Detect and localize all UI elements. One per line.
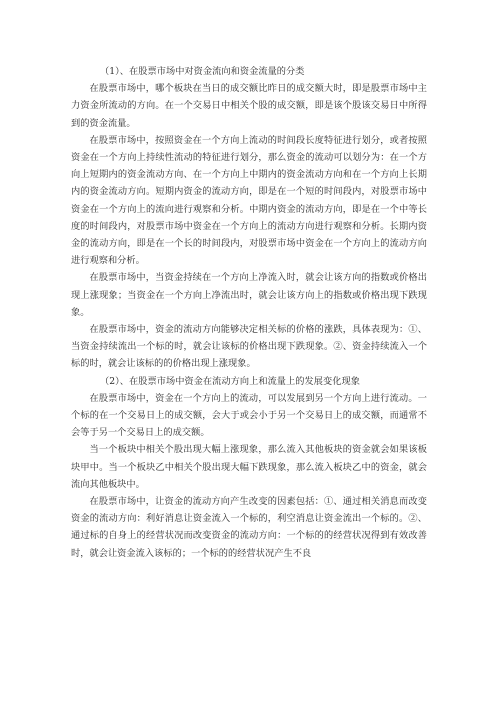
body-paragraph: 在股票市场中，当资金持续在一个方向上净流入时，就会让该方向的指数或价格出现上涨现象；当资金在一个方向上净流出时，就会让该方向上的指数或价格出现下跌现象。 <box>71 272 427 318</box>
document-body <box>71 63 427 562</box>
body-paragraph: 在股票市场中，让资金的流动方向产生改变的因素包括：①、通过相关消息而改变资金的流动方向：利好消息让资金流入一个标的，利空消息让资金流出一个标的。②、通过标的自身上的经营状况而改变资金的流动方向：一个标的的经营状况得到有效改善时，就会让资金流入该标的；一个标的的经营状况产生不良 <box>71 496 427 559</box>
body-paragraph: 在股票市场中，资金在一个方向上的流动，可以发展到另一个方向上进行流动。一个标的在一个交易日上的成交额，会大于或会小于另一个交易日上的成交额，而通常不会等于另一个交易日上的成交额。 <box>71 392 427 439</box>
body-paragraph: 在股票市场中，资金的流动方向能够决定相关标的价格的涨跌，具体表现为：①、当资金持续流出一个标的时，就会让该标的价格出现下跌现象。②、资金持续流入一个标的时，就会让该标的的价格出现上涨现象。 <box>71 324 427 370</box>
section-heading-2: （2）、在股票市场中资金在流动方向上和流量上的发展变化现象 <box>100 375 360 387</box>
body-paragraph: 当一个板块中相关个股出现大幅上涨现象，那么流入其他板块的资金就会如果该板块甲中。当一个板块乙中相关个股出现大幅下跌现象，那么流入板块乙中的资金，就会流向其他板块中。 <box>71 444 427 490</box>
body-paragraph: 在股票市场中，哪个板块在当日的成交额比昨日的成交额大时，即是股票市场中主力资金所流动的方向。在一个交易日中相关个股的成交额，即是该个股该交易日中所得到的资金流量。 <box>71 83 427 129</box>
body-paragraph: 在股票市场中，按照资金在一个方向上流动的时间段长度特征进行划分，或者按照资金在一个方向上持续性流动的特征进行划分，那么资金的流动可以划分为：在一个方向上短期内的资金流动方向、在一个方向上中期内的资金流动方向和在一个方向上长期内的资金流动方向。短期内资金的流动方向，即是在一个短的时间段内，对股票市场中资金在一个方向上的流向进行观察和分析。中期内资金的流动方向，即是在一个中等长度的时间段内，对股票市场中资金在一个方向上的流动方向进行观察和分析。长期内资金的流动方向，即是在一个长的时间段内，对股票市场中资金在一个方向上的流动方向进行观察和分析。 <box>71 134 427 267</box>
section-heading-1: （1）、在股票市场中对资金流向和资金流量的分类 <box>100 66 305 77</box>
